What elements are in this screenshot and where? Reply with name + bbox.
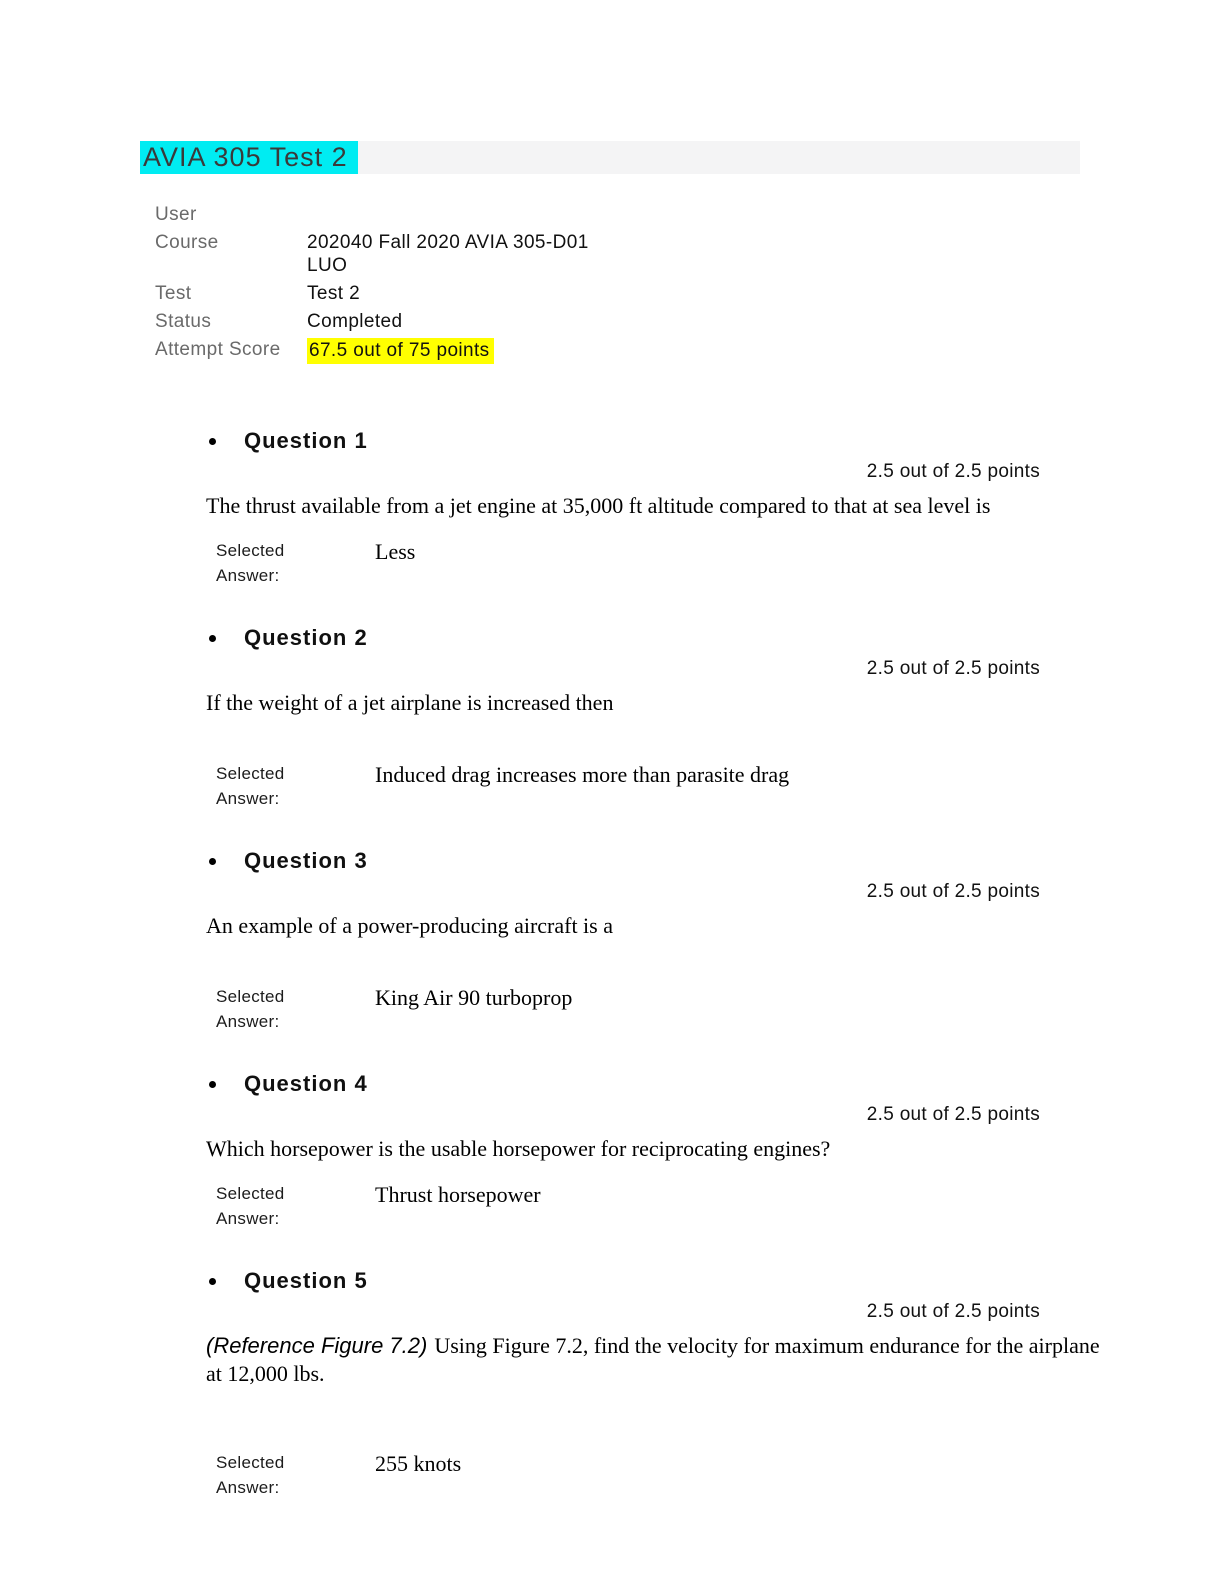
selected-answer-label xyxy=(216,1450,375,1500)
question-1-heading xyxy=(209,428,1080,454)
question-5-selected-answer: 255 knots xyxy=(375,1451,462,1476)
question-4-title: Question 4 xyxy=(244,1071,368,1096)
question-1-text: The thrust available from a jet engine at 35,000 ft altitude compared to that at sea level is xyxy=(206,493,991,518)
selected-answer-label-line2: Answer: xyxy=(216,789,280,808)
question-5-text xyxy=(206,1332,1108,1388)
question-2-points: 2.5 out of 2.5 points xyxy=(866,658,1040,679)
question-3-points: 2.5 out of 2.5 points xyxy=(866,881,1040,902)
question-2-text: If the weight of a jet airplane is increased then xyxy=(206,690,614,715)
user-label: User xyxy=(155,204,197,225)
question-2-title: Question 2 xyxy=(244,625,368,650)
question-block-1 xyxy=(140,428,1080,588)
bullet-icon xyxy=(209,635,216,642)
selected-answer-label-line2: Answer: xyxy=(216,1478,280,1497)
course-value xyxy=(307,231,589,277)
question-5-figure-reference: (Reference Figure 7.2) xyxy=(206,1333,428,1358)
selected-answer-label-line1: Selected xyxy=(216,1453,285,1472)
bullet-icon xyxy=(209,858,216,865)
selected-answer-label-line1: Selected xyxy=(216,764,285,783)
question-block-3 xyxy=(140,848,1080,1034)
info-row-status xyxy=(155,310,1080,333)
question-1-points: 2.5 out of 2.5 points xyxy=(866,461,1040,482)
question-block-2 xyxy=(140,625,1080,811)
course-value-line1: 202040 Fall 2020 AVIA 305-D01 xyxy=(307,232,589,253)
question-block-4 xyxy=(140,1071,1080,1231)
question-4-text: Which horsepower is the usable horsepower for reciprocating engines? xyxy=(206,1136,831,1161)
selected-answer-label xyxy=(216,1181,375,1231)
selected-answer-label-line1: Selected xyxy=(216,987,285,1006)
question-2-answer-row xyxy=(216,761,1080,811)
bullet-icon xyxy=(209,1278,216,1285)
selected-answer-label xyxy=(216,538,375,588)
test-value: Test 2 xyxy=(307,283,361,304)
question-2-selected-answer: Induced drag increases more than parasite drag xyxy=(375,762,790,787)
selected-answer-label-line1: Selected xyxy=(216,1184,285,1203)
question-3-title: Question 3 xyxy=(244,848,368,873)
question-5-title: Question 5 xyxy=(244,1268,368,1293)
question-5-heading xyxy=(209,1268,1080,1294)
question-4-points: 2.5 out of 2.5 points xyxy=(866,1104,1040,1125)
question-3-answer-row xyxy=(216,984,1080,1034)
selected-answer-label-line2: Answer: xyxy=(216,566,280,585)
selected-answer-label xyxy=(216,984,375,1034)
selected-answer-label-line2: Answer: xyxy=(216,1209,280,1228)
test-info-table xyxy=(155,203,1080,364)
course-value-line2: LUO xyxy=(307,255,348,276)
question-1-answer-row xyxy=(216,538,1080,588)
question-5-text-body: Using Figure 7.2, find the velocity for maximum endurance for the airplane at 12,000 lbs. xyxy=(206,1333,1100,1386)
status-value: Completed xyxy=(307,311,403,332)
info-row-test xyxy=(155,282,1080,305)
status-label: Status xyxy=(155,311,212,332)
question-4-heading xyxy=(209,1071,1080,1097)
question-4-selected-answer: Thrust horsepower xyxy=(375,1182,541,1207)
info-row-attempt-score xyxy=(155,338,1080,364)
question-5-answer-row xyxy=(216,1450,1080,1500)
info-row-user xyxy=(155,203,1080,226)
attempt-score-value: 67.5 out of 75 points xyxy=(307,338,494,364)
question-3-text: An example of a power-producing aircraft is a xyxy=(206,913,613,938)
selected-answer-label-line1: Selected xyxy=(216,541,285,560)
test-label: Test xyxy=(155,283,192,304)
page-title: AVIA 305 Test 2 xyxy=(140,141,358,174)
question-1-selected-answer: Less xyxy=(375,539,416,564)
question-4-answer-row xyxy=(216,1181,1080,1231)
selected-answer-label-line2: Answer: xyxy=(216,1012,280,1031)
course-label: Course xyxy=(155,232,219,253)
page-content xyxy=(140,141,1100,1537)
question-5-points: 2.5 out of 2.5 points xyxy=(866,1301,1040,1322)
attempt-score-label: Attempt Score xyxy=(155,339,281,360)
info-row-course xyxy=(155,231,1080,277)
question-block-5 xyxy=(140,1268,1100,1500)
title-bar xyxy=(140,141,1080,174)
questions-list xyxy=(140,428,1100,1500)
question-2-heading xyxy=(209,625,1080,651)
question-1-title: Question 1 xyxy=(244,428,368,453)
bullet-icon xyxy=(209,1081,216,1088)
bullet-icon xyxy=(209,438,216,445)
question-3-heading xyxy=(209,848,1080,874)
selected-answer-label xyxy=(216,761,375,811)
question-3-selected-answer: King Air 90 turboprop xyxy=(375,985,573,1010)
